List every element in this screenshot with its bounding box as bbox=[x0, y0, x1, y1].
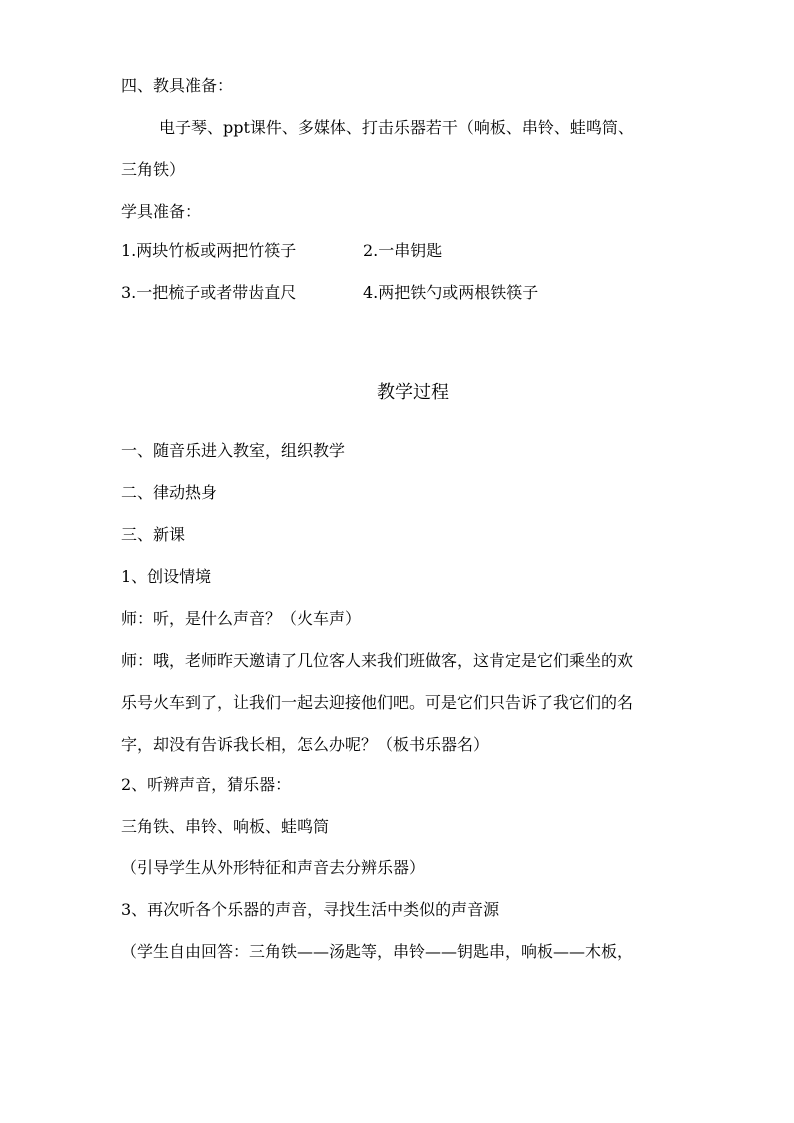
student-tool-item-1: 1.两块竹板或两把竹筷子 bbox=[121, 241, 297, 260]
process-line: 2、听辨声音，猜乐器： bbox=[121, 775, 292, 794]
student-tool-item-3: 3.一把梳子或者带齿直尺 bbox=[121, 283, 297, 302]
section-title-teaching-process: 教学过程 bbox=[377, 382, 449, 403]
process-line: 乐号火车到了，让我们一起去迎接他们吧。可是它们只告诉了我它们的名 bbox=[121, 693, 634, 712]
student-tool-item-4: 4.两把铁勺或两根铁筷子 bbox=[363, 283, 539, 302]
process-line: （学生自由回答：三角铁——汤匙等，串铃——钥匙串，响板——木板， bbox=[121, 942, 634, 961]
process-line: 三角铁、串铃、响板、蛙鸣筒 bbox=[121, 817, 330, 836]
process-line: 二、律动热身 bbox=[121, 483, 218, 502]
section-heading-teaching-tools: 四、教具准备： bbox=[121, 76, 234, 95]
process-line: 三、新课 bbox=[121, 525, 186, 544]
process-line: 3、再次听各个乐器的声音，寻找生活中类似的声音源 bbox=[121, 900, 500, 919]
process-line: 师：听，是什么声音？（火车声） bbox=[121, 609, 362, 628]
student-tools-heading: 学具准备： bbox=[121, 202, 202, 221]
teacher-tools-line-2: 三角铁） bbox=[121, 160, 186, 179]
process-line: 一、随音乐进入教室，组织教学 bbox=[121, 441, 346, 460]
process-line: 字，却没有告诉我长相，怎么办呢？（板书乐器名） bbox=[121, 735, 490, 754]
process-line: （引导学生从外形特征和声音去分辨乐器） bbox=[121, 858, 426, 877]
process-line: 1、创设情境 bbox=[121, 567, 212, 586]
teacher-tools-line-1: 电子琴、ppt课件、多媒体、打击乐器若干（响板、串铃、蛙鸣筒、 bbox=[159, 118, 634, 137]
student-tool-item-2: 2.一串钥匙 bbox=[363, 241, 443, 260]
process-line: 师：哦，老师昨天邀请了几位客人来我们班做客，这肯定是它们乘坐的欢 bbox=[121, 651, 634, 670]
